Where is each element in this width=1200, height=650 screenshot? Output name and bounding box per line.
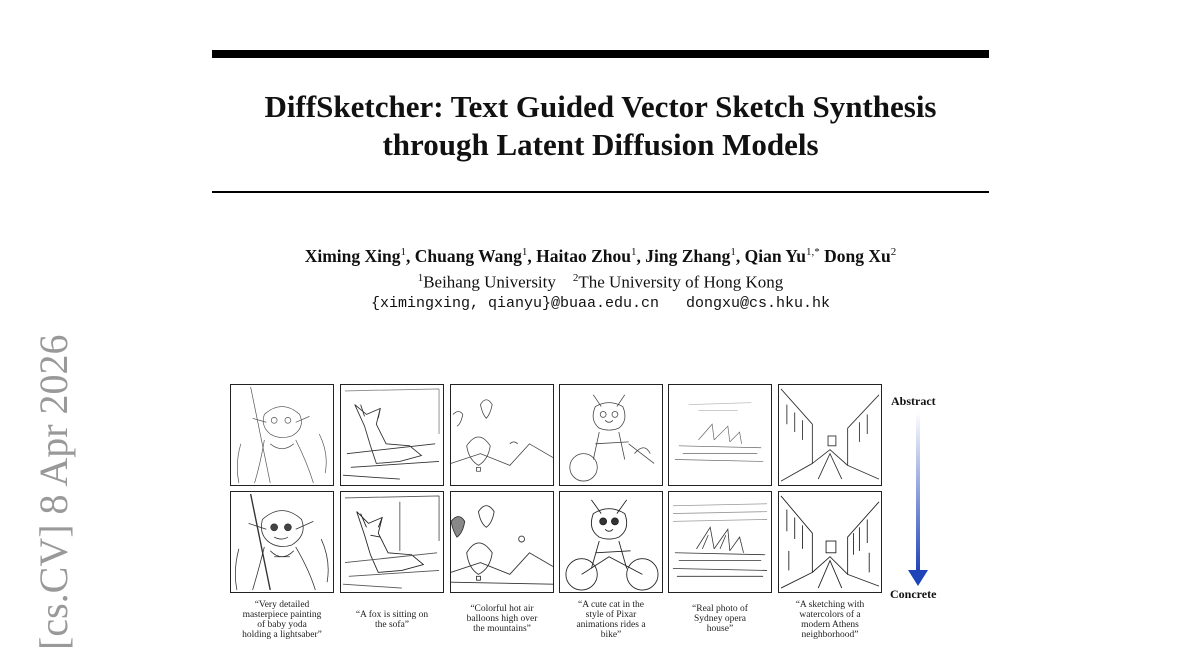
label-concrete: Concrete: [890, 587, 937, 601]
tile-balloons-concrete: [450, 491, 554, 593]
caption-line: of baby yoda: [257, 620, 307, 630]
paper-title: [212, 88, 989, 164]
tile-cat-abstract: [559, 384, 663, 486]
caption-line: neighborhood”: [801, 630, 859, 640]
caption-line: the sofa”: [374, 620, 410, 630]
tile-opera-abstract: [668, 384, 772, 486]
affiliation-2: The University of Hong Kong: [578, 272, 784, 292]
caption-fox: [340, 610, 444, 630]
author-name: Haitao Zhou: [536, 246, 631, 266]
balloons-sketch-icon: [451, 385, 553, 485]
athens-street-sketch-icon: [779, 385, 881, 485]
tile-fox-concrete: [340, 491, 444, 593]
abstract-to-concrete-arrow-icon: [905, 412, 931, 588]
tile-athens-concrete: [778, 491, 882, 593]
author-sep: ,: [527, 246, 537, 266]
fox-sketch-icon: [341, 492, 443, 592]
author-name: Qian Yu: [744, 246, 807, 266]
title-line-1: DiffSketcher: Text Guided Vector Sketch Synthesis: [264, 89, 937, 124]
athens-street-sketch-icon: [779, 492, 881, 592]
yoda-sketch-icon: [231, 385, 333, 485]
caption-line: balloons high over: [466, 614, 538, 624]
opera-house-sketch-icon: [669, 385, 771, 485]
tile-athens-abstract: [778, 384, 882, 486]
author-name: Dong Xu: [824, 246, 891, 266]
author-affil-sup: 1,*: [806, 246, 820, 259]
caption-line: masterpiece painting: [242, 610, 322, 620]
affiliations: [212, 272, 989, 293]
caption-opera: [668, 604, 772, 634]
author-affil-sup: 1: [630, 246, 637, 259]
caption-line: style of Pixar: [585, 610, 637, 620]
author-sep: ,: [636, 246, 646, 266]
author-affil-sup: 1: [521, 246, 528, 259]
author-affil-sup: 2: [890, 246, 897, 259]
author-sep: ,: [735, 246, 745, 266]
caption-line: “Very detailed: [254, 600, 310, 610]
fox-sketch-icon: [341, 385, 443, 485]
author-list: [212, 246, 989, 267]
caption-line: the mountains”: [473, 624, 531, 634]
caption-line: Sydney opera: [694, 614, 746, 624]
cat-bike-sketch-icon: [560, 385, 662, 485]
arxiv-side-stamp: [cs.CV] 8 Apr 2026: [31, 334, 76, 650]
caption-line: watercolors of a: [799, 610, 861, 620]
author-emails: {ximingxing, qianyu}@buaa.edu.cn dongxu@cs.hku.hk: [370, 295, 831, 312]
caption-line: “Colorful hot air: [470, 604, 534, 614]
caption-athens: [778, 600, 882, 640]
author-affil-sup: 1: [400, 246, 406, 259]
title-line-2: through Latent Diffusion Models: [382, 127, 819, 162]
author-affil-sup: 1: [730, 246, 736, 259]
author-name: Chuang Wang: [414, 246, 522, 266]
caption-line: “Real photo of: [692, 604, 748, 614]
caption-line: modern Athens: [801, 620, 859, 630]
yoda-sketch-icon: [231, 492, 333, 592]
caption-line: animations rides a: [576, 620, 646, 630]
author-sep: ,: [405, 246, 415, 266]
affil-sup: 1: [417, 272, 424, 284]
caption-line: holding a lightsaber”: [242, 630, 322, 640]
tile-cat-concrete: [559, 491, 663, 593]
caption-line: “A sketching with: [795, 600, 865, 610]
affil-sup: 2: [572, 272, 579, 284]
caption-yoda: [230, 600, 334, 640]
tile-fox-abstract: [340, 384, 444, 486]
caption-line: bike”: [600, 630, 622, 640]
author-name: Jing Zhang: [645, 246, 731, 266]
caption-cat: [559, 600, 663, 640]
tile-yoda-concrete: [230, 491, 334, 593]
cat-bike-sketch-icon: [560, 492, 662, 592]
tile-balloons-abstract: [450, 384, 554, 486]
caption-line: house”: [706, 624, 734, 634]
label-abstract: Abstract: [891, 394, 936, 408]
title-bottom-rule: [212, 191, 989, 193]
caption-line: “A cute cat in the: [578, 600, 644, 610]
tile-yoda-abstract: [230, 384, 334, 486]
balloons-sketch-icon: [451, 492, 553, 592]
tile-opera-concrete: [668, 491, 772, 593]
author-name: Ximing Xing: [304, 246, 401, 266]
title-top-rule: [212, 50, 989, 58]
opera-house-sketch-icon: [669, 492, 771, 592]
caption-balloons: [450, 604, 554, 634]
affiliation-1: Beihang University: [423, 272, 556, 292]
caption-line: “A fox is sitting on: [355, 610, 429, 620]
